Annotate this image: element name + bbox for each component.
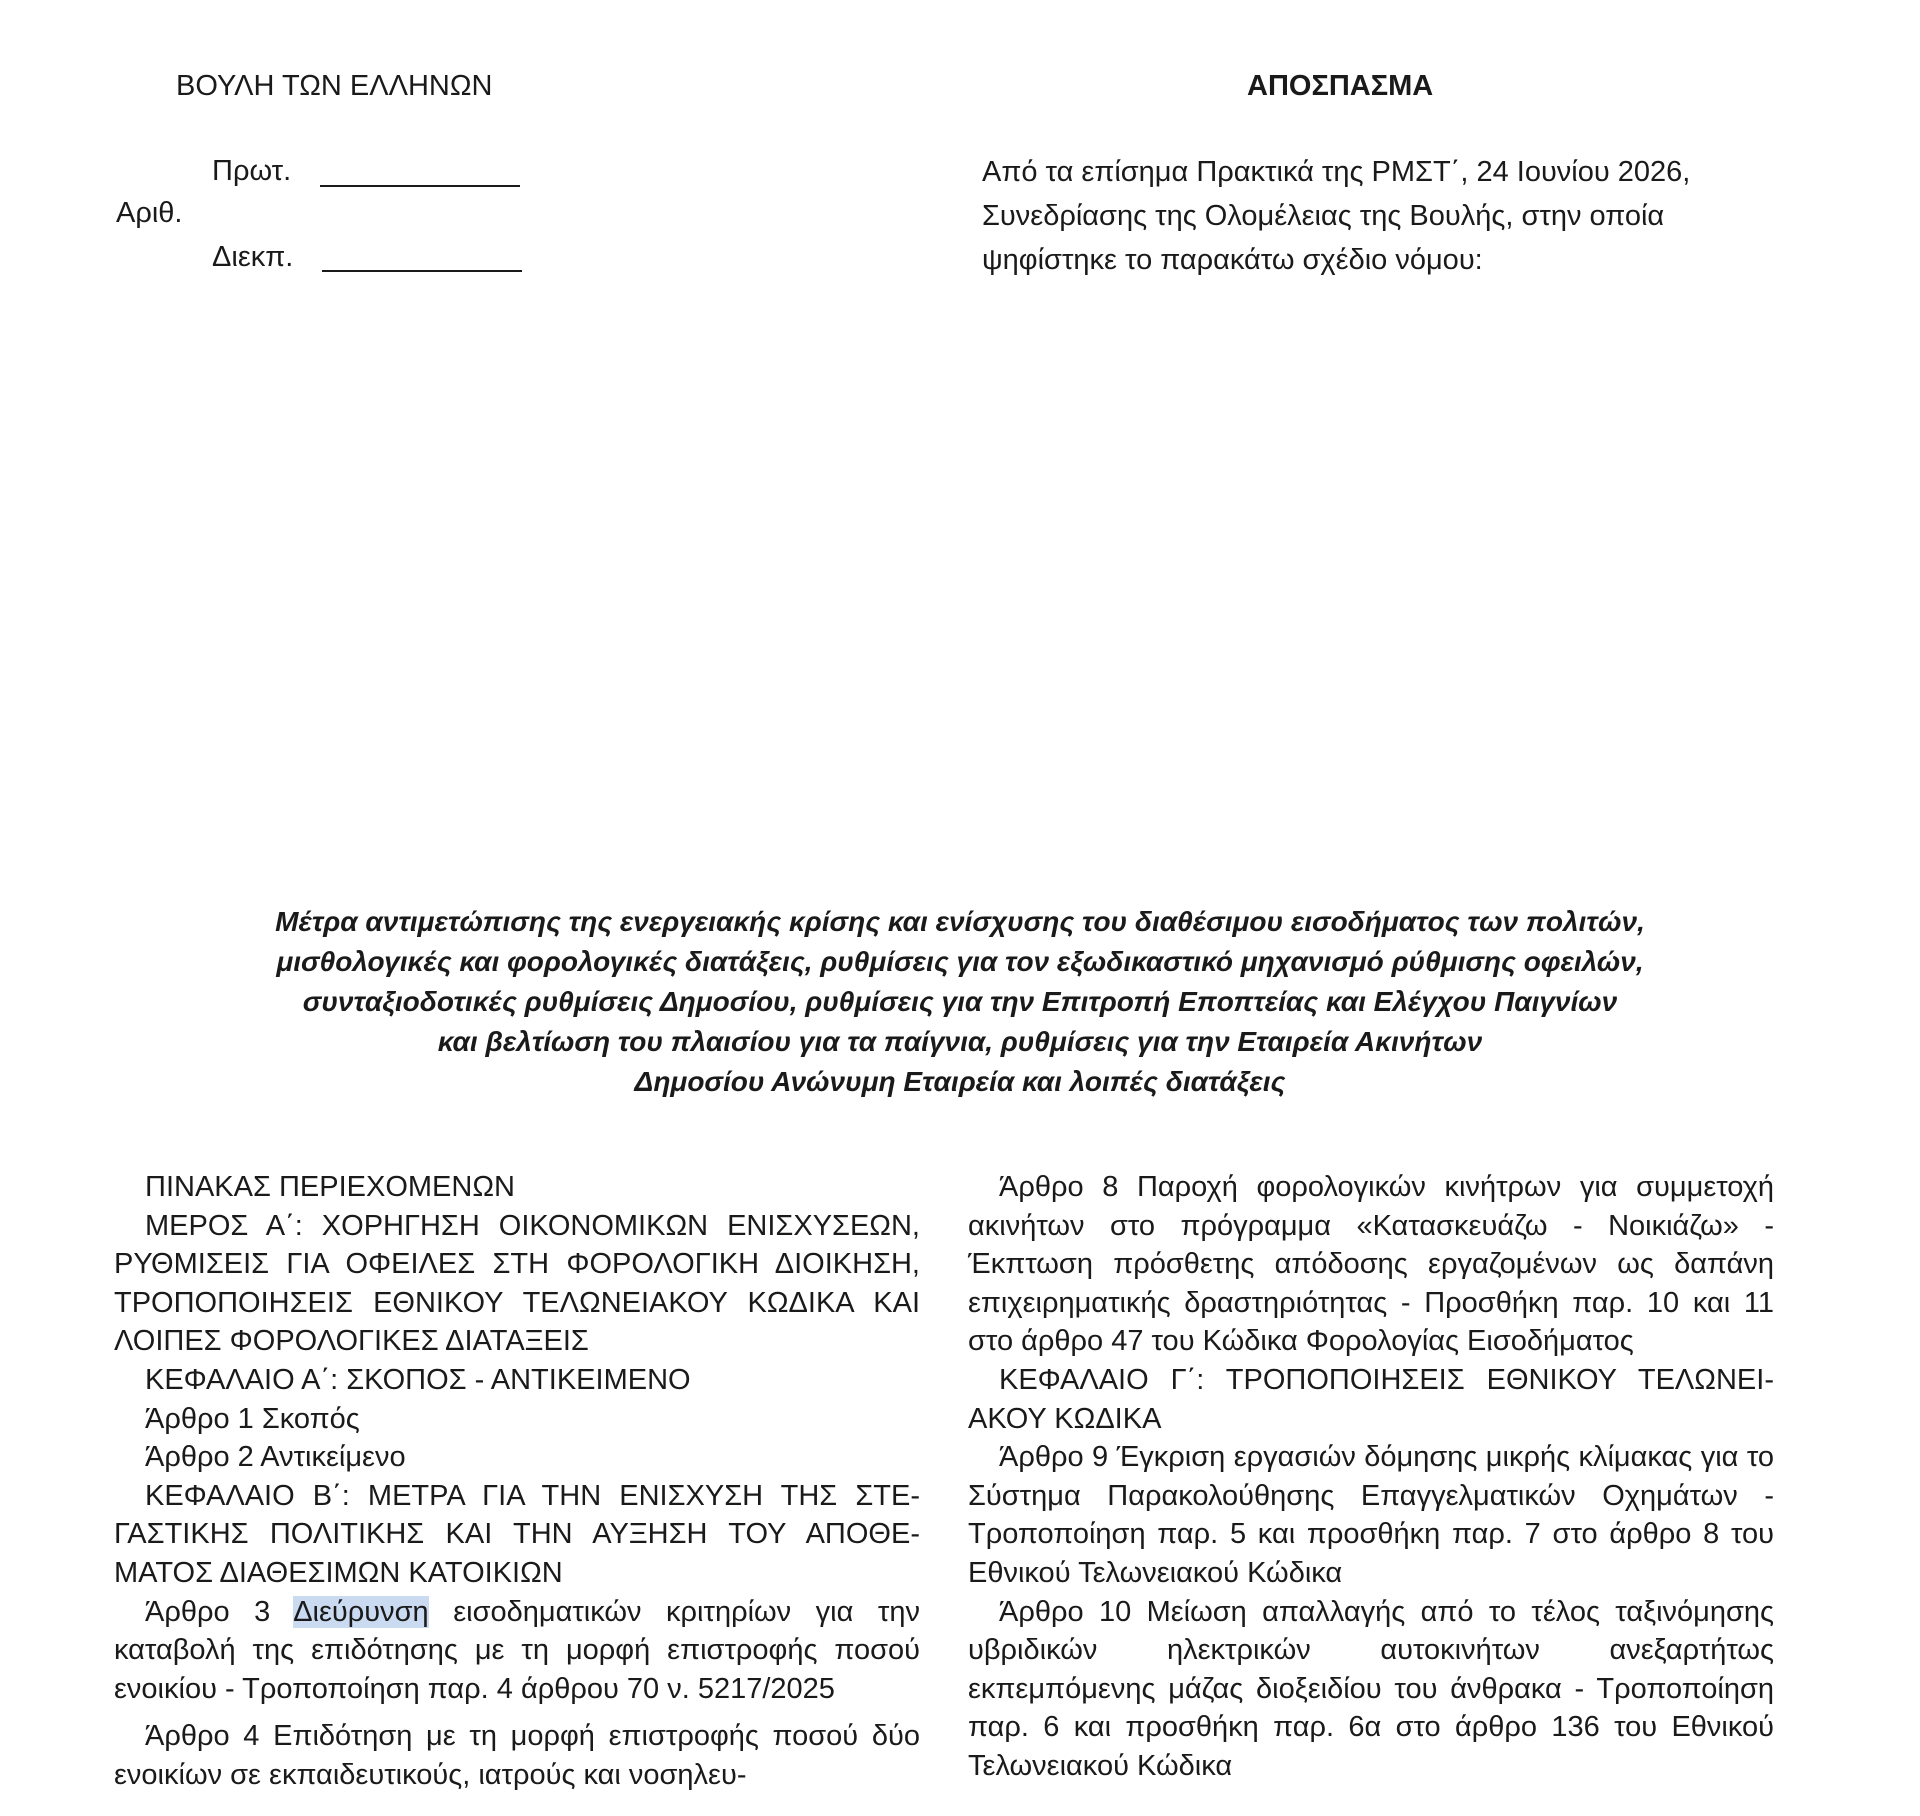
diek-blank-line <box>322 270 522 272</box>
toc-article-4: Άρθρο 4 Επιδότηση με τη μορφή επιστροφής ποσού δύο ενοικίων σε εκπαιδευτικούς, ιατρούς και νοσηλευ- <box>114 1720 920 1791</box>
bill-title <box>100 902 1820 1102</box>
selected-text-highlight[interactable]: Διεύρυνση <box>293 1595 429 1628</box>
toc-article-9: Άρθρο 9 Έγκριση εργασιών δόμησης μικρής κλίμακας για το Σύστημα Παρακολούθησης Επαγγελματικών Οχημάτων - Τροποποίηση παρ. 5 και προσθήκη παρ. 7 στο άρθρο 8 του Εθνικού Τελωνειακού Κώδικα <box>968 1441 1774 1589</box>
minutes-text: Από τα επίσημα Πρακτικά της ΡΜΣΤ΄, 24 Ιουνίου 2026, Συνεδρίασης της Ολομέλειας της Βουλής, στην οποία ψηφίστηκε το παρακάτω σχέδιο νόμου: <box>982 156 1691 276</box>
bill-title-line: και βελτίωση του πλαισίου για τα παίγνια, ρυθμίσεις για την Εταιρεία Ακινήτων <box>437 1026 1483 1057</box>
toc-chapter-c: ΚΕΦΑΛΑΙΟ Γ΄: ΤΡΟΠΟΠΟΙΗΣΕΙΣ ΕΘΝΙΚΟΥ ΤΕΛΩΝΕΙΑΚΟΥ ΚΩΔΙΚΑ <box>968 1363 1774 1435</box>
toc-chapter-b: ΚΕΦΑΛΑΙΟ Β΄: ΜΕΤΡΑ ΓΙΑ ΤΗΝ ΕΝΙΣΧΥΣΗ ΤΗΣ ΣΤΕΓΑΣΤΙΚΗΣ ΠΟΛΙΤΙΚΗΣ ΚΑΙ ΤΗΝ ΑΥΞΗΣΗ ΤΟΥ ΑΠΟΘΕΜΑΤΟΣ ΔΙΑΘΕΣΙΜΩΝ ΚΑΤΟΙΚΙΩΝ <box>114 1479 920 1589</box>
toc-chapter-a: ΚΕΦΑΛΑΙΟ Α΄: ΣΚΟΠΟΣ - ΑΝΤΙΚΕΙΜΕΝΟ <box>145 1363 691 1396</box>
toc-article-3 <box>114 1593 920 1709</box>
toc-article-10: Άρθρο 10 Μείωση απαλλαγής από το τέλος ταξινόμησης υβριδικών ηλεκτρικών αυτοκινήτων ανεξαρτήτως εκπεμπόμενης μάζας διοξειδίου του άνθρακα - Τροποποίηση παρ. 6 και προσθήκη παρ. 6α στο άρθρο 136 του Εθνικού Τελωνειακού Κώδικα <box>968 1595 1774 1782</box>
bill-title-line: συνταξιοδοτικές ρυθμίσεις Δημοσίου, ρυθμίσεις για την Επιτροπή Εποπτείας και Ελέγχου Παιγνίων <box>302 986 1618 1017</box>
diek-label: Διεκπ. <box>212 241 294 273</box>
bill-title-line: Μέτρα αντιμετώπισης της ενεργειακής κρίσης και ενίσχυσης του διαθέσιμου εισοδήματος των πολιτών, <box>275 906 1645 937</box>
toc-heading: ΠΙΝΑΚΑΣ ΠΕΡΙΕΧΟΜΕΝΩΝ <box>145 1171 515 1203</box>
toc-article-8: Άρθρο 8 Παροχή φορολογικών κινήτρων για συμμετοχή ακινήτων στο πρόγραμμα «Κατασκευάζω - Νοικιάζω» - Έκπτωση πρόσθετης απόδοσης εργαζομένων ως δαπάνη επιχειρηματικής δραστηριότητας - Προσθήκη παρ. 10 και 11 στο άρθρο 47 του Κώδικα Φορολογίας Εισοδήματος <box>968 1171 1774 1358</box>
prot-blank-line <box>320 185 520 187</box>
toc-article-2: Άρθρο 2 Αντικείμενο <box>145 1441 406 1474</box>
toc-right-column <box>968 1168 1774 1786</box>
arith-label: Αριθ. <box>116 197 183 229</box>
toc-article-1: Άρθρο 1 Σκοπός <box>145 1402 360 1435</box>
bill-title-line: Δημοσίου Ανώνυμη Εταιρεία και λοιπές διατάξεις <box>634 1066 1286 1097</box>
bill-title-line: μισθολογικές και φορολογικές διατάξεις, ρυθμίσεις για τον εξωδικαστικό μηχανισμό ρύθμισης οφειλών, <box>276 946 1644 977</box>
article-3-rest: εισοδηματικών κριτηρίων για την καταβολή της επιδότησης με τη μορφή επιστροφής ποσού ενοικίου - Τροποποίηση παρ. 4 άρθρου 70 ν. 5217/2025 <box>114 1595 920 1705</box>
excerpt-title: ΑΠΟΣΠΑΣΜΑ <box>1247 70 1434 102</box>
prot-label: Πρωτ. <box>212 155 292 187</box>
toc-left-column <box>114 1168 920 1795</box>
parliament-name: ΒΟΥΛΗ ΤΩΝ ΕΛΛΗΝΩΝ <box>176 70 493 102</box>
article-3-prefix: Άρθρο 3 <box>145 1595 294 1628</box>
toc-part-a: ΜΕΡΟΣ Α΄: ΧΟΡΗΓΗΣΗ ΟΙΚΟΝΟΜΙΚΩΝ ΕΝΙΣΧΥΣΕΩΝ, ΡΥΘΜΙΣΕΙΣ ΓΙΑ ΟΦΕΙΛΕΣ ΣΤΗ ΦΟΡΟΛΟΓΙΚΗ ΔΙΟΙΚΗΣΗ, ΤΡΟΠΟΠΟΙΗΣΕΙΣ ΕΘΝΙΚΟΥ ΤΕΛΩΝΕΙΑΚΟΥ ΚΩΔΙΚΑ ΚΑΙ ΛΟΙΠΕΣ ΦΟΡΟΛΟΓΙΚΕΣ ΔΙΑΤΑΞΕΙΣ <box>114 1209 920 1358</box>
